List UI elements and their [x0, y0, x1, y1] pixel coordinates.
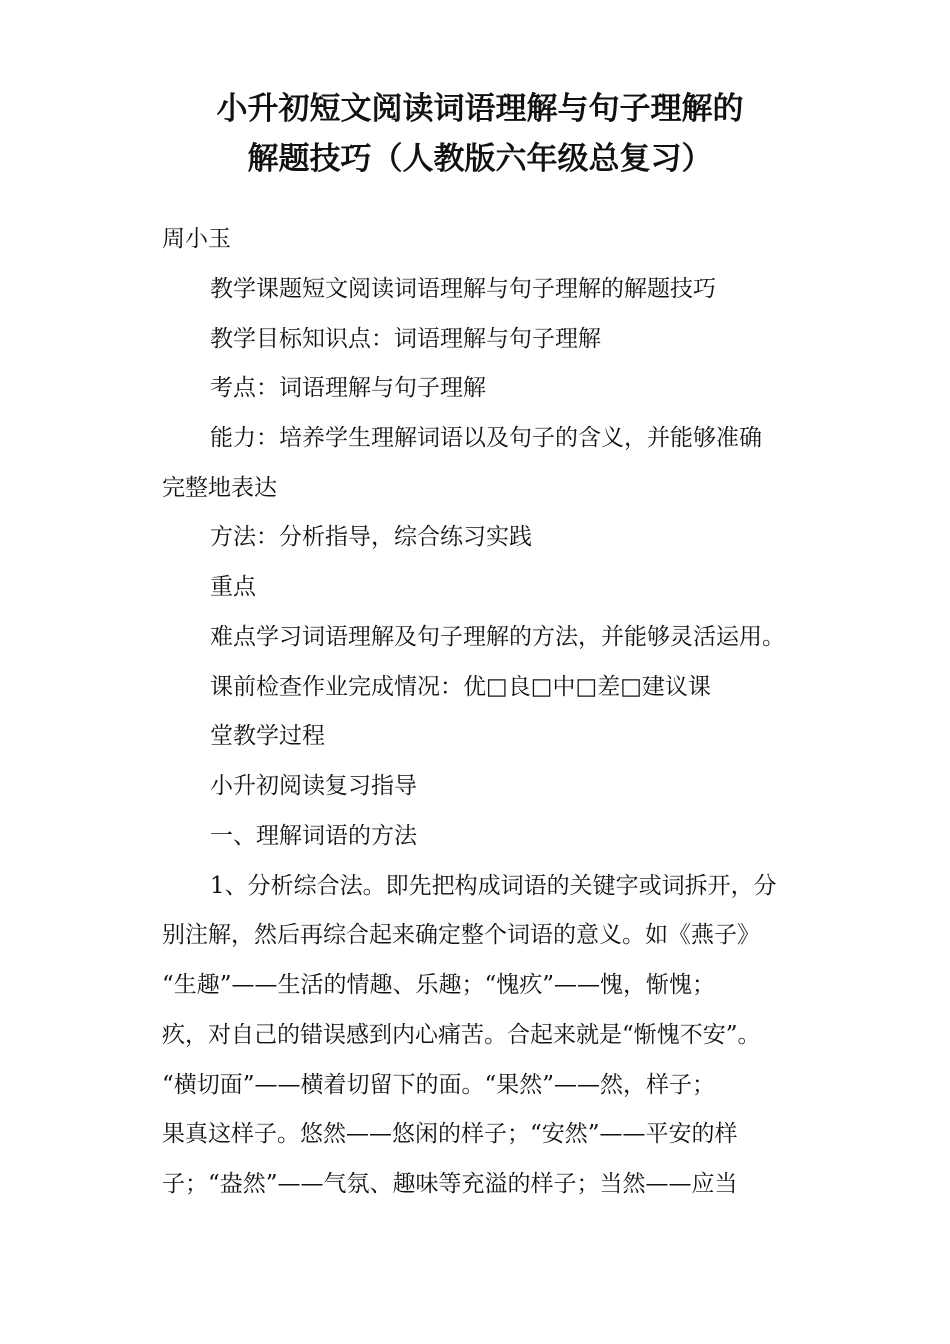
paragraph-line: 教学目标知识点：词语理解与句子理解: [210, 326, 601, 352]
paragraph-line: 方法：分析指导，综合练习实践: [210, 524, 532, 550]
paragraph-line: 重点: [210, 574, 256, 600]
paragraph-line: 一、理解词语的方法: [210, 823, 417, 849]
author-name: 周小玉: [162, 226, 231, 252]
paragraph-line: 小升初阅读复习指导: [210, 773, 417, 799]
paragraph-line: 别注解，然后再综合起来确定整个词语的意义。如《燕子》: [162, 922, 760, 948]
paragraph-line: 能力：培养学生理解词语以及句子的含义，并能够准确: [210, 425, 762, 451]
paragraph-line: 课前检查作业完成情况：优□良□中□差□建议课: [210, 674, 711, 700]
paragraph-line: 子；“盎然”——气氛、趣味等充溢的样子；当然——应当: [162, 1171, 738, 1197]
paragraph-line: 堂教学过程: [210, 723, 325, 749]
paragraph-line: 果真这样子。悠然——悠闲的样子；“安然”——平安的样: [162, 1121, 738, 1147]
paragraph-line: 完整地表达: [162, 475, 277, 501]
paragraph-line: 疚，对自己的错误感到内心痛苦。合起来就是“惭愧不安”。: [162, 1022, 761, 1048]
paragraph-line: 教学课题短文阅读词语理解与句子理解的解题技巧: [210, 276, 716, 302]
paragraph-line: 考点：词语理解与句子理解: [210, 375, 486, 401]
paragraph-line: 1、分析综合法。即先把构成词语的关键字或词拆开，分: [210, 873, 777, 899]
document-title-line-1: 小升初短文阅读词语理解与句子理解的: [216, 91, 744, 127]
paragraph-line: 难点学习词语理解及句子理解的方法，并能够灵活运用。: [210, 624, 785, 650]
paragraph-line: “横切面”——横着切留下的面。“果然”——然，样子；: [162, 1072, 716, 1098]
paragraph-line: “生趣”——生活的情趣、乐趣；“愧疚”——愧，惭愧；: [162, 972, 716, 998]
document-title-line-2: 解题技巧（人教版六年级总复习）: [247, 141, 713, 177]
